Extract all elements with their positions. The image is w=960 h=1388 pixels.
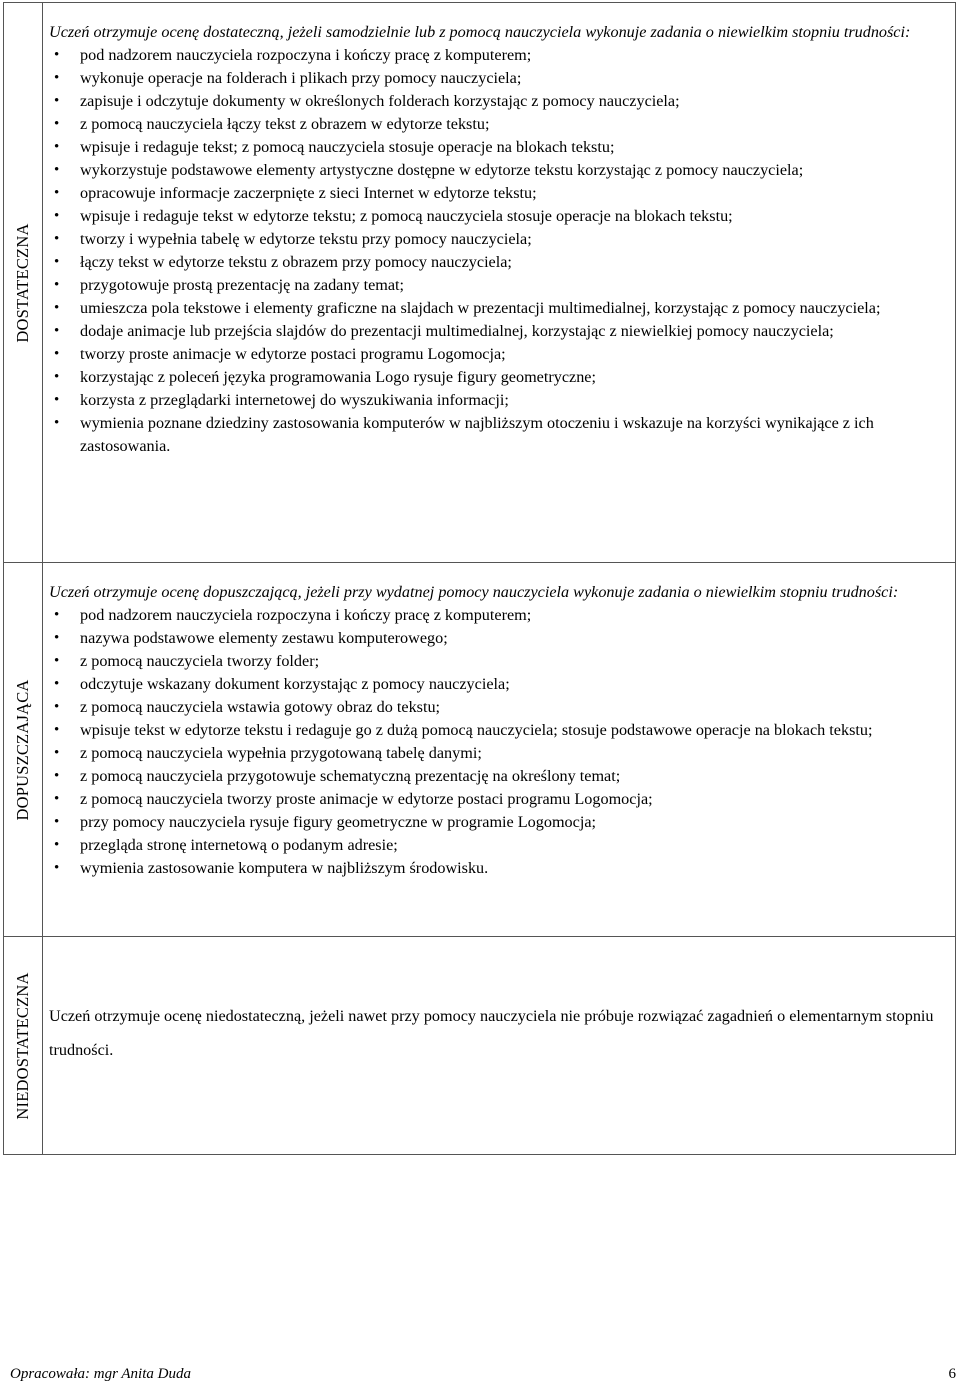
list-item: • przygotowuje prostą prezentację na zadany temat;	[49, 274, 949, 297]
list-item: • korzysta z przeglądarki internetowej do wyszukiwania informacji;	[49, 389, 949, 412]
grade-label: DOSTATECZNA	[13, 222, 32, 343]
author-credit: Opracowała: mgr Anita Duda	[10, 1366, 191, 1382]
list-item: • tworzy i wypełnia tabelę w edytorze tekstu przy pomocy nauczyciela;	[49, 228, 949, 251]
list-item: • korzystając z poleceń języka programowania Logo rysuje figury geometryczne;	[49, 366, 949, 389]
list-item: • z pomocą nauczyciela wstawia gotowy obraz do tekstu;	[49, 696, 949, 719]
list-item: • nazywa podstawowe elementy zestawu komputerowego;	[49, 627, 949, 650]
list-item: • dodaje animacje lub przejścia slajdów do prezentacji multimedialnej, korzystając z niewielkiej pomocy nauczyciela;	[49, 320, 949, 343]
grade-content	[43, 3, 956, 563]
grade-intro: Uczeń otrzymuje ocenę dostateczną, jeżeli samodzielnie lub z pomocą nauczyciela wykonuje zadania o niewielkim stopniu trudności:	[49, 23, 911, 41]
list-item: • z pomocą nauczyciela tworzy proste animacje w edytorze postaci programu Logomocja;	[49, 788, 949, 811]
page-number: 6	[948, 1366, 956, 1382]
list-item: • z pomocą nauczyciela tworzy folder;	[49, 650, 949, 673]
grade-label-cell	[4, 563, 43, 937]
list-item: • wpisuje tekst w edytorze tekstu i redaguje go z dużą pomocą nauczyciela; stosuje podstawowe operacje na blokach tekstu;	[49, 719, 949, 742]
grade-label-cell	[4, 3, 43, 563]
list-item: • umieszcza pola tekstowe i elementy graficzne na slajdach w prezentacji multimedialnej, korzystając z pomocy nauczyciela;	[49, 297, 949, 320]
list-item: • wykorzystuje podstawowe elementy artystyczne dostępne w edytorze tekstu korzystając z pomocy nauczyciela;	[49, 159, 949, 182]
grade-row-niedostateczna	[4, 937, 956, 1155]
list-item: • łączy tekst w edytorze tekstu z obrazem przy pomocy nauczyciela;	[49, 251, 949, 274]
list-item: • z pomocą nauczyciela łączy tekst z obrazem w edytorze tekstu;	[49, 113, 949, 136]
page-footer	[10, 1366, 956, 1383]
requirements-list	[49, 44, 949, 458]
grade-row-dostateczna	[4, 3, 956, 563]
list-item: • z pomocą nauczyciela przygotowuje schematyczną prezentację na określony temat;	[49, 765, 949, 788]
list-item: • wykonuje operacje na folderach i plikach przy pomocy nauczyciela;	[49, 67, 949, 90]
grade-content	[43, 563, 956, 937]
list-item: • tworzy proste animacje w edytorze postaci programu Logomocja;	[49, 343, 949, 366]
list-item: • pod nadzorem nauczyciela rozpoczyna i kończy pracę z komputerem;	[49, 604, 949, 627]
list-item: • z pomocą nauczyciela wypełnia przygotowaną tabelę danymi;	[49, 742, 949, 765]
list-item: • wymienia zastosowanie komputera w najbliższym środowisku.	[49, 857, 949, 880]
grade-intro: Uczeń otrzymuje ocenę dopuszczającą, jeżeli przy wydatnej pomocy nauczyciela wykonuje zadania o niewielkim stopniu trudności:	[49, 583, 899, 601]
list-item: • wymienia poznane dziedziny zastosowania komputerów w najbliższym otoczeniu i wskazuje na korzyści wynikające z ich zastosowania.	[49, 412, 949, 458]
list-item: • odczytuje wskazany dokument korzystając z pomocy nauczyciela;	[49, 673, 949, 696]
list-item: • zapisuje i odczytuje dokumenty w określonych folderach korzystając z pomocy nauczyciela;	[49, 90, 949, 113]
list-item: • wpisuje i redaguje tekst w edytorze tekstu; z pomocą nauczyciela stosuje operacje na blokach tekstu;	[49, 205, 949, 228]
grade-requirements-table	[3, 2, 956, 1155]
grade-label-cell	[4, 937, 43, 1155]
list-item: • opracowuje informacje zaczerpnięte z sieci Internet w edytorze tekstu;	[49, 182, 949, 205]
grade-description: Uczeń otrzymuje ocenę niedostateczną, jeżeli nawet przy pomocy nauczyciela nie próbuje rozwiązać zagadnień o elementarnym stopniu trudności.	[49, 1007, 934, 1059]
grade-row-dopuszczajaca	[4, 563, 956, 937]
grade-label: DOPUSZCZAJĄCA	[13, 678, 32, 821]
list-item: • przy pomocy nauczyciela rysuje figury geometryczne w programie Logomocja;	[49, 811, 949, 834]
grade-content	[43, 937, 956, 1155]
list-item: • wpisuje i redaguje tekst; z pomocą nauczyciela stosuje operacje na blokach tekstu;	[49, 136, 949, 159]
grade-label: NIEDOSTATECZNA	[13, 971, 32, 1120]
list-item: • przegląda stronę internetową o podanym adresie;	[49, 834, 949, 857]
list-item: • pod nadzorem nauczyciela rozpoczyna i kończy pracę z komputerem;	[49, 44, 949, 67]
requirements-list	[49, 604, 949, 880]
